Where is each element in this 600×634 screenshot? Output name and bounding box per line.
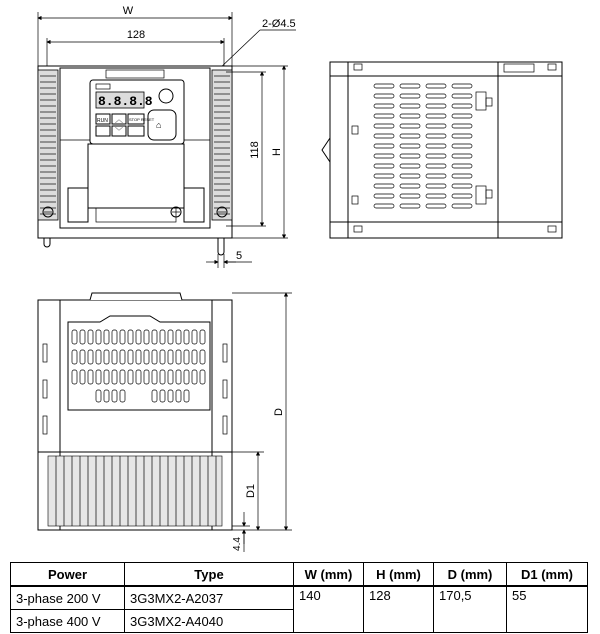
bottom-gap-label: 4.4: [232, 537, 243, 551]
bottom-view: [38, 293, 292, 552]
w-cell: 140: [294, 586, 364, 633]
w-label: W: [122, 5, 134, 17]
power-cell: 3-phase 200 V: [11, 586, 125, 610]
header-d1: D1 (mm): [507, 563, 588, 587]
h-inner-label: 118: [249, 141, 261, 159]
stop-reset-key: STOP RESET: [129, 117, 155, 122]
header-d: D (mm): [434, 563, 507, 587]
d-cell: 170,5: [434, 586, 507, 633]
header-h: H (mm): [364, 563, 434, 587]
operator-panel: [90, 80, 184, 144]
w-inner-label: 128: [126, 29, 146, 41]
d1-cell: 55: [507, 586, 588, 633]
h-cell: 128: [364, 586, 434, 633]
down-icon: ﹀: [115, 127, 123, 136]
d-label: D: [273, 408, 285, 416]
header-type: Type: [125, 563, 294, 587]
slot-label: 5: [236, 250, 243, 262]
type-cell: 3G3MX2-A2037: [125, 586, 294, 610]
header-power: Power: [11, 563, 125, 587]
run-key: RUN: [97, 118, 108, 124]
type-cell: 3G3MX2-A4040: [125, 610, 294, 633]
holes-label: 2-Ø4.5: [262, 18, 296, 30]
side-view: [322, 62, 562, 238]
power-cell: 3-phase 400 V: [11, 610, 125, 633]
h-label: H: [271, 148, 283, 156]
d1-label: D1: [245, 483, 257, 499]
header-w: W (mm): [294, 563, 364, 587]
panel-display: 8.8.8.8: [98, 94, 153, 109]
front-view: [38, 5, 296, 268]
up-icon: ︿: [115, 115, 123, 124]
heatsink-fins: [56, 456, 216, 526]
table-header-row: [11, 563, 588, 587]
dimension-table: [10, 562, 588, 633]
table-row: [11, 586, 588, 610]
home-icon: ⌂: [156, 120, 162, 130]
